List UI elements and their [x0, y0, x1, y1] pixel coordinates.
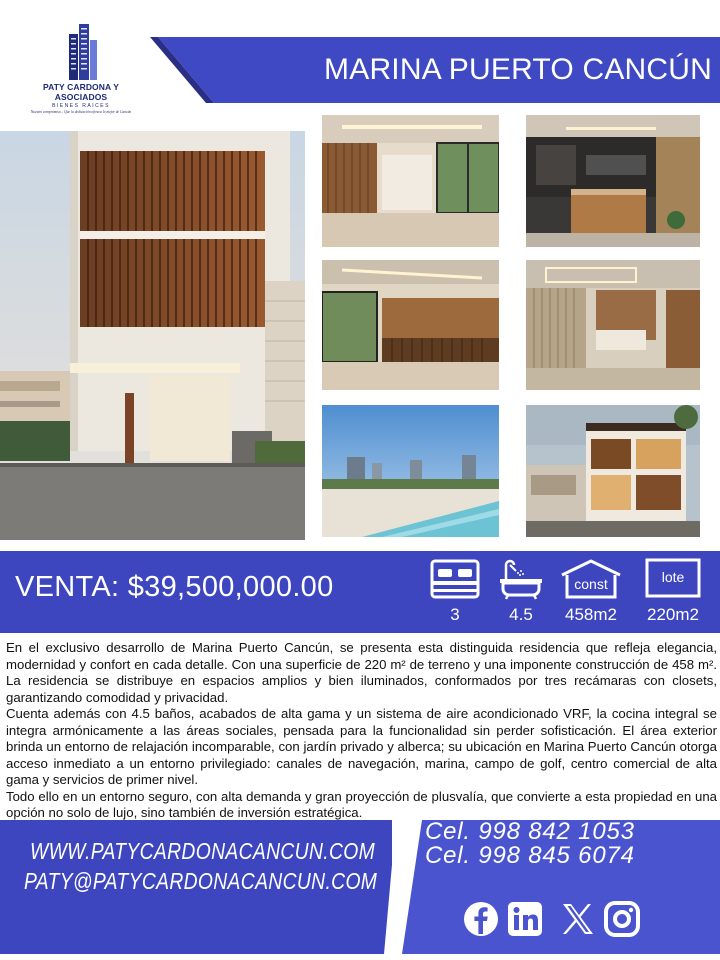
feature-bathrooms: [496, 557, 546, 629]
feature-construction: [556, 557, 626, 629]
living-room-photo: [322, 115, 499, 247]
house-icon: [556, 557, 626, 601]
dining-room-photo: [322, 260, 499, 390]
bedroom-photo: [526, 260, 700, 390]
night-facade-photo: [526, 405, 700, 537]
x-icon[interactable]: [558, 900, 596, 938]
description-paragraph: En el exclusivo desarrollo de Marina Puerto Cancún, se presenta esta distinguida residencia que refleja elegancia, modernidad y confort en cada detalle. Con una superficie de 220 m² de terreno y una imponente construcción de 458 m². La residencia se distribuye en espacios amplios y bien iluminados, conformados por tres recámaras con closets, garantizando comodidad y privacidad.: [6, 640, 717, 705]
facebook-icon[interactable]: [462, 900, 500, 938]
feature-bedrooms: [428, 557, 482, 629]
lot-icon: [638, 557, 708, 601]
email-link[interactable]: PATY@PATYCARDONACANCUN.COM: [24, 868, 378, 894]
kitchen-photo: [526, 115, 700, 247]
description-paragraph: Cuenta además con 4.5 baños, acabados de alta gama y un sistema de aire acondicionado VRF, la cocina integral se integra armónicamente a las áreas sociales, pensada para la funcionalidad sin perder sofisticación. El área exterior brinda un entorno de relajación incomparable, con jardín privado y alberca; su ubicación en Marina Puerto Cancún otorga acceso inmediato a un entorno privilegiado: canales de navegación, marina, campo de golf, centro comercial de alta gama y servicios de primer nivel.: [6, 706, 717, 787]
bottom-margin: [0, 954, 720, 960]
lot-icon-text: lote: [661, 569, 685, 585]
linkedin-icon[interactable]: [506, 900, 544, 938]
construction-value: 458m2: [565, 605, 617, 624]
logo-tagline: Nuestro compromiso... Que la dedicación ofrezca lo mejor de Cancún: [30, 110, 132, 114]
logo-building-icon: [61, 20, 101, 80]
lot-value: 220m2: [647, 605, 699, 624]
price-label: VENTA: $39,500,000.00: [15, 571, 334, 603]
bed-icon: [428, 557, 482, 601]
website-link[interactable]: WWW.PATYCARDONACANCUN.COM: [30, 838, 376, 864]
instagram-icon[interactable]: [603, 900, 641, 938]
phone-2[interactable]: Cel. 998 845 6074: [425, 842, 635, 869]
facade-photo: [0, 131, 305, 540]
bedrooms-value: 3: [450, 605, 460, 624]
logo-subtitle: BIENES RAICES: [52, 103, 110, 109]
property-description: [6, 640, 717, 822]
bathrooms-value: 4.5: [509, 605, 533, 624]
phone-1[interactable]: Cel. 998 842 1053: [425, 818, 635, 845]
company-logo: [22, 20, 140, 120]
pool-photo: [322, 405, 499, 537]
logo-company-name: PATY CARDONA Y ASOCIADOS: [42, 82, 120, 102]
page-title: MARINA PUERTO CANCÚN: [324, 53, 712, 86]
description-paragraph: Todo ello en un entorno seguro, con alta demanda y gran proyección de plusvalía, que convierte a esta propiedad en una opción no solo de lujo, sino también de inversión estratégica.: [6, 788, 717, 820]
bathtub-icon: [496, 557, 546, 601]
house-icon-text: const: [574, 576, 608, 592]
feature-lot: [638, 557, 708, 629]
